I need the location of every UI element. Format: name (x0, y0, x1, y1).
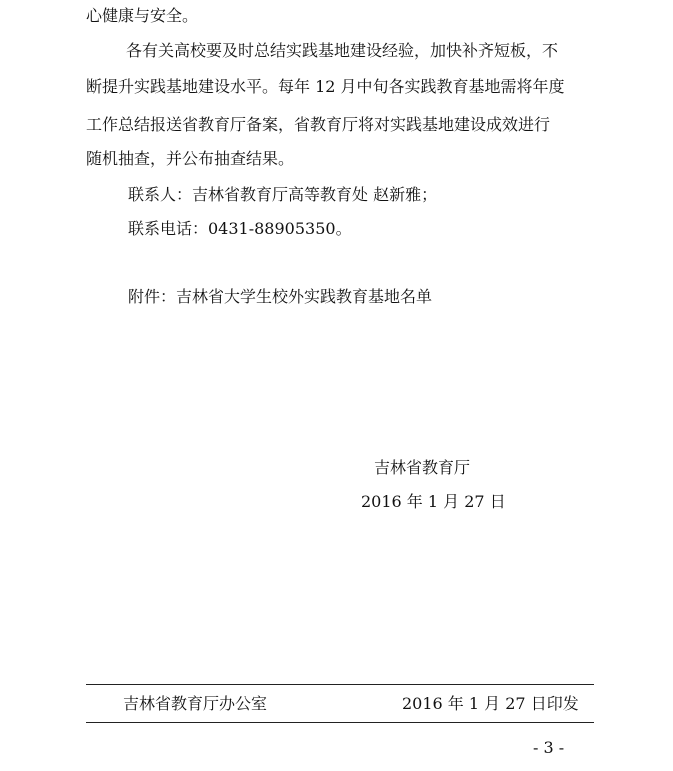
signature-date: 2016 年 1 月 27 日 (361, 492, 506, 511)
signature-org: 吉林省教育厅 (374, 458, 471, 477)
body-line-1: 心健康与安全。 (86, 6, 199, 25)
footer-issuer: 吉林省教育厅办公室 (123, 694, 268, 713)
attachment-note: 附件：吉林省大学生校外实践教育基地名单 (128, 287, 433, 306)
page-number: - 3 - (533, 738, 565, 757)
footer-top-rule (86, 684, 594, 685)
body-line-4: 工作总结报送省教育厅备案，省教育厅将对实践基地建设成效进行 (86, 115, 551, 134)
footer-bottom-rule (86, 722, 594, 723)
contact-phone: 联系电话：0431-88905350。 (128, 219, 352, 238)
footer-issue-date: 2016 年 1 月 27 日印发 (402, 694, 579, 713)
body-line-2: 各有关高校要及时总结实践基地建设经验，加快补齐短板，不 (126, 41, 559, 60)
body-line-5: 随机抽查，并公布抽查结果。 (86, 149, 295, 168)
contact-person: 联系人：吉林省教育厅高等教育处 赵新雅； (128, 185, 438, 204)
body-line-3: 断提升实践基地建设水平。每年 12 月中旬各实践教育基地需将年度 (86, 77, 565, 96)
